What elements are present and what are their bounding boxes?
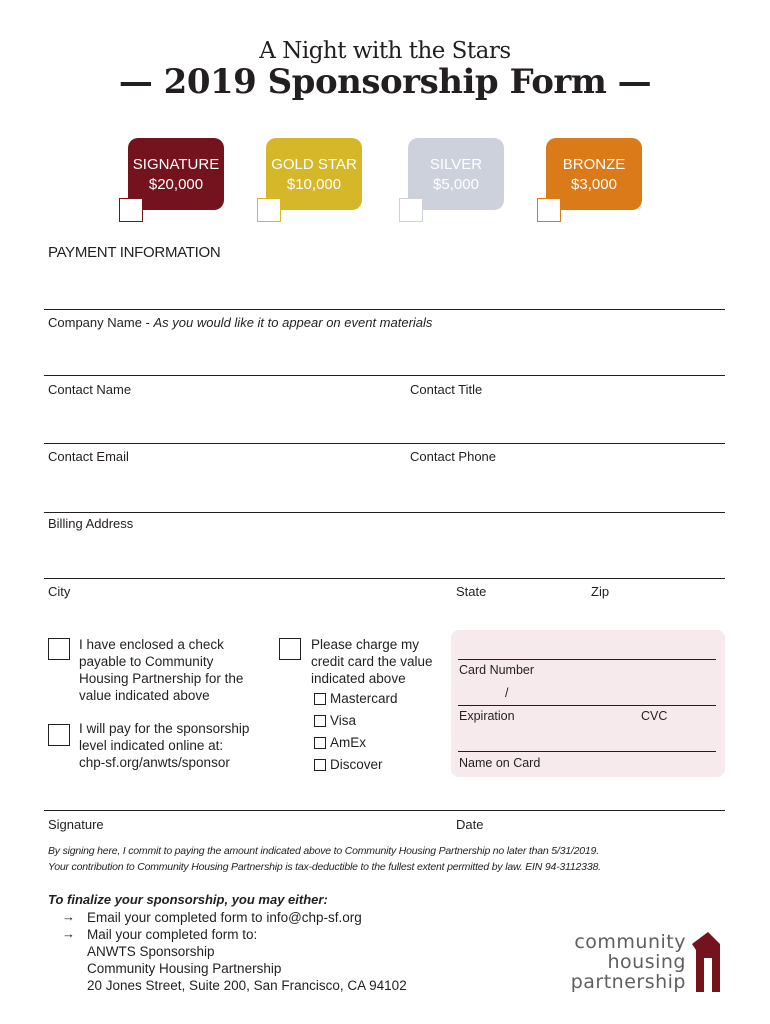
mail-address-line: ANWTS Sponsorship: [87, 944, 215, 959]
tier-bronze: [546, 138, 642, 210]
arrow-right-icon: →: [62, 909, 75, 924]
contact-email-phone-field[interactable]: [44, 443, 725, 444]
discover-label: Discover: [330, 757, 383, 772]
company-name-label: [48, 315, 432, 330]
contact-email-label: Contact Email: [48, 449, 129, 464]
contact-title-label: Contact Title: [410, 382, 483, 397]
tier-gold-star-checkbox[interactable]: [257, 198, 281, 222]
tier-name: GOLD STAR: [271, 156, 357, 173]
form-title: — 2019 Sponsorship Form —: [118, 62, 652, 102]
mail-address-line: Community Housing Partnership: [87, 961, 282, 976]
company-name-field[interactable]: [44, 309, 725, 310]
date-label: Date: [456, 817, 484, 832]
card-number-field[interactable]: [458, 659, 716, 660]
city-state-zip-field[interactable]: [44, 578, 725, 579]
check-enclosed-checkbox[interactable]: [48, 638, 70, 660]
expiration-label: Expiration: [459, 709, 515, 723]
tier-name: SIGNATURE: [132, 156, 220, 173]
tier-amount: $3,000: [571, 176, 617, 193]
company-hint: As you would like it to appear on event materials: [153, 315, 433, 330]
tier-amount: $10,000: [286, 176, 342, 193]
chp-logo: [550, 930, 720, 995]
expiration-slash: /: [505, 686, 509, 700]
billing-address-label: Billing Address: [48, 516, 134, 531]
company-label-text: Company Name -: [48, 315, 154, 330]
credit-card-text: [311, 636, 433, 687]
credit-card-panel: [451, 630, 725, 777]
tier-bronze-checkbox[interactable]: [537, 198, 561, 222]
billing-address-field[interactable]: [44, 512, 725, 513]
city-label: City: [48, 584, 71, 599]
online-text-line: I will pay for the sponsorship: [79, 721, 250, 736]
arrow-right-icon: →: [62, 926, 75, 941]
tier-signature-checkbox[interactable]: [119, 198, 143, 222]
visa-label: Visa: [330, 713, 357, 728]
email-instruction: Email your completed form to info@chp-sf.org: [87, 910, 362, 925]
tier-silver-checkbox[interactable]: [399, 198, 423, 222]
credit-text-line: indicated above: [311, 671, 406, 686]
amex-checkbox[interactable]: [314, 737, 326, 749]
online-url: chp-sf.org/anwts/sponsor: [79, 755, 230, 770]
card-number-label: Card Number: [459, 663, 535, 677]
tax-deductible-text: Your contribution to Community Housing Partnership is tax-deductible to the fullest extent permitted by law. EIN 94-3112338.: [48, 861, 601, 873]
signature-label: Signature: [48, 817, 104, 832]
signature-field[interactable]: [44, 810, 725, 811]
online-text-line: level indicated online at:: [79, 738, 224, 753]
check-text-line: Housing Partnership for the: [79, 671, 244, 686]
check-enclosed-text: [79, 636, 243, 704]
logo-text-line: partnership: [570, 971, 686, 993]
mastercard-checkbox[interactable]: [314, 693, 326, 705]
tier-amount: $20,000: [148, 176, 204, 193]
tier-gold-star: [266, 138, 362, 210]
check-text-line: I have enclosed a check: [79, 637, 224, 652]
contact-row-field[interactable]: [44, 375, 725, 376]
logo-text-line: housing: [607, 951, 686, 973]
credit-text-line: credit card the value: [311, 654, 433, 669]
name-on-card-label: Name on Card: [459, 756, 541, 770]
discover-checkbox[interactable]: [314, 759, 326, 771]
payment-heading: PAYMENT INFORMATION: [48, 244, 221, 261]
check-text-line: payable to Community: [79, 654, 214, 669]
amex-label: AmEx: [330, 735, 367, 750]
credit-text-line: Please charge my: [311, 637, 420, 652]
state-label: State: [456, 584, 487, 599]
pay-online-checkbox[interactable]: [48, 724, 70, 746]
zip-label: Zip: [591, 584, 610, 599]
commitment-text: By signing here, I commit to paying the amount indicated above to Community Housing Partnership no later than 5/31/2019.: [48, 845, 599, 857]
tier-name: SILVER: [429, 156, 483, 173]
event-title: A Night with the Stars: [259, 38, 511, 64]
tier-silver: [408, 138, 504, 210]
credit-card-checkbox[interactable]: [279, 638, 301, 660]
pay-online-text: [79, 720, 249, 771]
expiration-cvc-field[interactable]: [458, 705, 716, 706]
mastercard-label: Mastercard: [330, 691, 398, 706]
tier-signature: [128, 138, 224, 210]
name-on-card-field[interactable]: [458, 751, 716, 752]
check-text-line: value indicated above: [79, 688, 210, 703]
contact-phone-label: Contact Phone: [410, 449, 497, 464]
contact-name-label: Contact Name: [48, 382, 132, 397]
finalize-heading: To finalize your sponsorship, you may either:: [48, 892, 328, 907]
cvc-label: CVC: [641, 709, 668, 723]
mail-address-line: 20 Jones Street, Suite 200, San Francisco, CA 94102: [87, 978, 407, 993]
tier-name: BRONZE: [562, 156, 626, 173]
mail-instruction: Mail your completed form to:: [87, 927, 258, 942]
tier-amount: $5,000: [433, 176, 479, 193]
visa-checkbox[interactable]: [314, 715, 326, 727]
house-icon: [686, 932, 720, 994]
logo-text-line: community: [574, 931, 686, 953]
